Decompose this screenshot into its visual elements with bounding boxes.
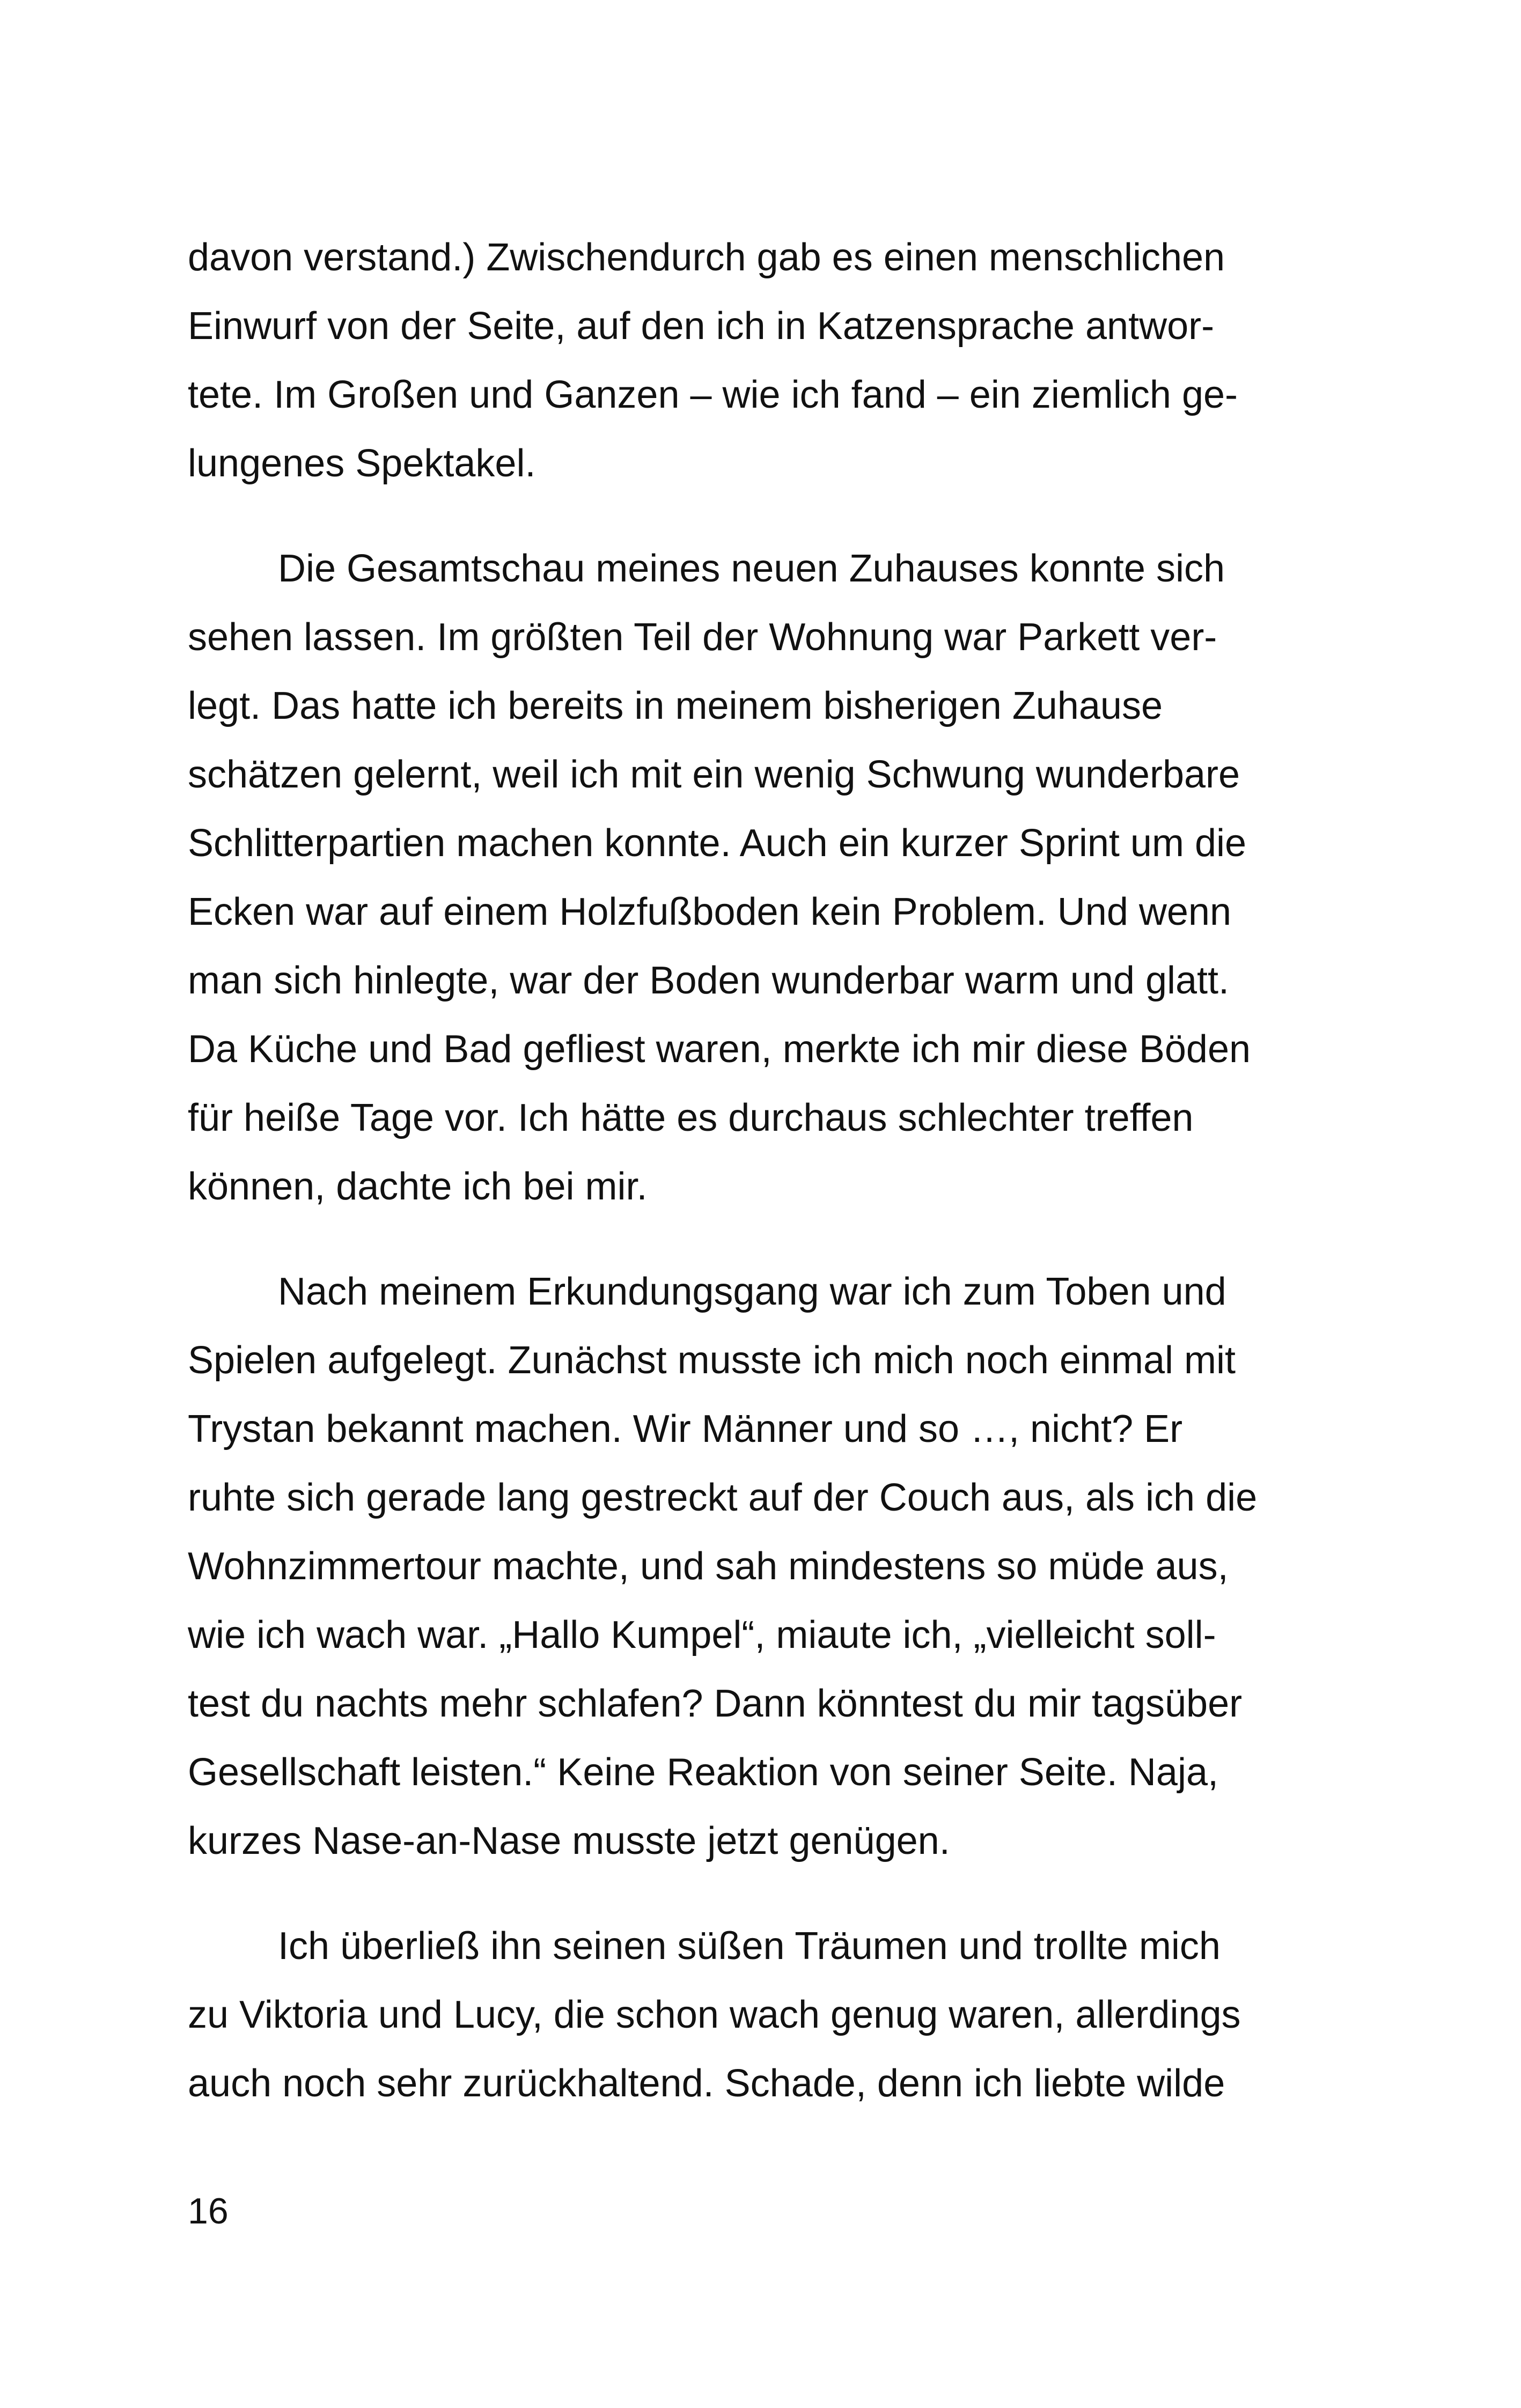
- text-line: Nach meinem Erkundungsgang war ich zum Toben und: [278, 1270, 1226, 1313]
- text-line: Wohnzimmertour machte, und sah mindestens so müde aus,: [188, 1545, 1229, 1588]
- text-line: lungenes Spektakel.: [188, 442, 536, 485]
- text-line: können, dachte ich bei mir.: [188, 1165, 648, 1208]
- text-line: auch noch sehr zurückhaltend. Schade, denn ich liebte wilde: [188, 2062, 1225, 2105]
- text-line: wie ich wach war. „Hallo Kumpel“, miaute ich, „vielleicht soll-: [188, 1614, 1216, 1656]
- page-number: 16: [188, 2191, 229, 2232]
- paragraph-3: [188, 1257, 1314, 1875]
- text-line: Schlitterpartien machen konnte. Auch ein kurzer Sprint um die: [188, 822, 1247, 865]
- paragraph-4: [188, 1912, 1314, 2118]
- text-line: Ecken war auf einem Holzfußboden kein Problem. Und wenn: [188, 890, 1232, 933]
- text-line: Ich überließ ihn seinen süßen Träumen und trollte mich: [278, 1925, 1221, 1968]
- text-line: zu Viktoria und Lucy, die schon wach genug waren, allerdings: [188, 1993, 1241, 2036]
- text-line: test du nachts mehr schlafen? Dann könntest du mir tagsüber: [188, 1682, 1243, 1725]
- text-line: Trystan bekannt machen. Wir Männer und so …, nicht? Er: [188, 1408, 1183, 1450]
- text-line: ruhte sich gerade lang gestreckt auf der Couch aus, als ich die: [188, 1476, 1258, 1519]
- text-line: Einwurf von der Seite, auf den ich in Katzensprache antwor-: [188, 305, 1215, 348]
- text-line: sehen lassen. Im größten Teil der Wohnung war Parkett ver-: [188, 616, 1217, 659]
- text-line: schätzen gelernt, weil ich mit ein wenig Schwung wunderbare: [188, 753, 1240, 796]
- text-line: für heiße Tage vor. Ich hätte es durchaus schlechter treffen: [188, 1096, 1194, 1139]
- text-line: Da Küche und Bad gefliest waren, merkte ich mir diese Böden: [188, 1028, 1251, 1071]
- text-line: Gesellschaft leisten.“ Keine Reaktion von seiner Seite. Naja,: [188, 1751, 1219, 1794]
- text-line: Die Gesamtschau meines neuen Zuhauses konnte sich: [278, 547, 1225, 590]
- text-line: legt. Das hatte ich bereits in meinem bisherigen Zuhause: [188, 684, 1163, 727]
- text-line: Spielen aufgelegt. Zunächst musste ich mich noch einmal mit: [188, 1339, 1236, 1382]
- paragraph-1: [188, 223, 1314, 498]
- paragraph-2: [188, 534, 1314, 1221]
- text-line: kurzes Nase-an-Nase musste jetzt genügen.: [188, 1820, 950, 1862]
- text-line: davon verstand.) Zwischendurch gab es einen menschlichen: [188, 236, 1225, 279]
- text-line: tete. Im Großen und Ganzen – wie ich fand – ein ziemlich ge-: [188, 373, 1238, 416]
- text-line: man sich hinlegte, war der Boden wunderbar warm und glatt.: [188, 959, 1230, 1002]
